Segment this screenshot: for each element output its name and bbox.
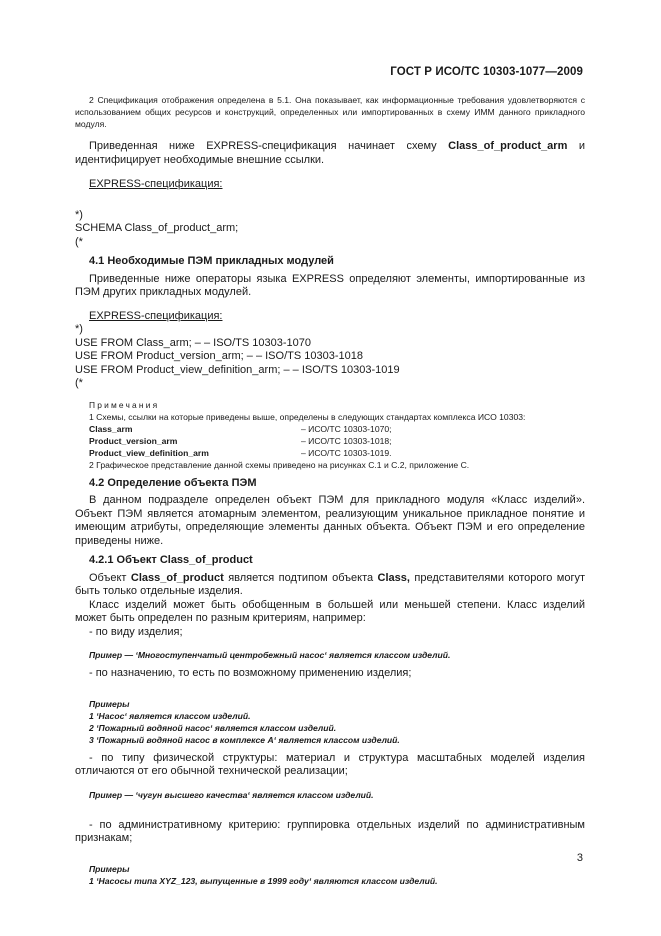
code-close: (* xyxy=(75,235,83,248)
criterion-item: - по виду изделия; xyxy=(89,625,183,638)
express-spec-label-2: EXPRESS-спецификация: xyxy=(89,309,223,322)
page-number: 3 xyxy=(576,852,583,864)
example-line: Пример — ‘Многоступенчатый центробежный насос‘ является классом изделий. xyxy=(89,650,451,660)
ref-row xyxy=(75,435,585,447)
standard-header: ГОСТ Р ИСО/ТС 10303-1077—2009 xyxy=(390,66,583,78)
intro-text: Приведенная ниже EXPRESS-спецификация начинает схему xyxy=(89,140,449,152)
notes-item-2: 2 Графическое представление данной схемы приведено на рисунках С.1 и С.2, приложение С. xyxy=(89,459,470,470)
example-line: 1 ‘Насосы типа XYZ_123, выпущенные в 1999 году‘ являются классом изделий. xyxy=(89,875,438,886)
notes-item-1: 1 Схемы, ссылки на которые приведены выше, определены в следующих стандартах комплекса ИСО 10303: xyxy=(89,411,526,422)
use-from-line: USE FROM Class_arm; – – ISO/TS 10303-1070 xyxy=(75,336,311,349)
section-4-2-1-heading: 4.2.1 Объект Class_of_product xyxy=(89,554,253,566)
page-content xyxy=(75,94,585,887)
ref-standard: – ИСО/ТС 10303-1018; xyxy=(301,435,392,446)
code-open-2: *) xyxy=(75,323,83,335)
intro-paragraph xyxy=(75,140,585,167)
ref-schema-name: Product_version_arm xyxy=(89,435,178,446)
section-4-2-heading: 4.2 Определение объекта ПЭМ xyxy=(89,476,257,489)
example-line: Пример — ‘чугун высшего качества‘ является классом изделий. xyxy=(89,789,374,800)
criterion-item: - по административному критерию: группировка отдельных изделий по административным признакам; xyxy=(75,818,585,844)
section-4-1-heading: 4.1 Необходимые ПЭМ прикладных модулей xyxy=(89,255,334,267)
class-of-product-definition xyxy=(75,572,585,599)
ref-standard: – ИСО/ТС 10303-1070; xyxy=(301,423,392,434)
ref-schema-name: Product_view_definition_arm xyxy=(89,447,209,458)
ref-row xyxy=(75,447,585,459)
criterion-item: - по назначению, то есть по возможному применению изделия; xyxy=(89,667,412,679)
ref-row xyxy=(75,423,585,435)
ref-standard: – ИСО/ТС 10303-1019. xyxy=(301,447,392,458)
note-2-mapping-spec: 2 Спецификация отображения определена в 5.1. Она показывает, как информационные требования удовлетворяются с использованием общих ресурсов и конструкций, определенных или импортированных в схему ИММ данного прикладного модуля. xyxy=(75,95,585,129)
example-line: 2 ‘Пожарный водяной насос‘ является классом изделий. xyxy=(89,722,337,733)
examples-title: Примеры xyxy=(89,863,130,874)
definition-text: является подтипом объекта xyxy=(223,571,378,584)
section-4-2-text: В данном подразделе определен объект ПЭМ для прикладного модуля «Класс изделий». Объект ПЭМ является атомарным элементом, реализующим уникальное прикладное понятие и имеющим атрибуты, определяющие элементы данных объекта. Объект ПЭМ и его определение приведены ниже. xyxy=(75,494,585,547)
express-spec-label: EXPRESS-спецификация: xyxy=(89,178,223,190)
definition-text: представителями которого могут быть только отдельные изделия. xyxy=(75,571,586,597)
use-from-line: USE FROM Product_view_definition_arm; – – ISO/TS 10303-1019 xyxy=(75,363,400,376)
schema-declaration: SCHEMA Class_of_product_arm; xyxy=(75,222,239,234)
code-close-2: (* xyxy=(75,377,83,389)
use-from-line: USE FROM Product_version_arm; – – ISO/TS 10303-1018 xyxy=(75,350,363,362)
example-line: 3 ‘Пожарный водяной насос в комплексе А‘ является классом изделий. xyxy=(89,734,400,745)
definition-text: Объект xyxy=(89,571,131,584)
section-4-1-text: Приведенные ниже операторы языка EXPRESS определяют элементы, импортированные из ПЭМ других прикладных модулей. xyxy=(75,272,585,298)
notes-title: Примечания xyxy=(89,399,160,410)
intro-text-end: и идентифицирует необходимые внешние ссылки. xyxy=(75,140,586,166)
entity-name: Class_of_product xyxy=(130,571,224,584)
supertype-name: Class, xyxy=(377,571,410,584)
examples-title: Примеры xyxy=(89,698,130,709)
generalization-paragraph: Класс изделий может быть обобщенным в большей или меньшей степени. Класс изделий может быть определен по разным критериям, например: xyxy=(75,598,585,624)
example-line: 1 ‘Насос‘ является классом изделий. xyxy=(89,710,251,721)
ref-schema-name: Class_arm xyxy=(89,423,133,434)
code-open: *) xyxy=(75,208,83,221)
schema-name: Class_of_product_arm xyxy=(448,140,568,152)
criterion-item: - по типу физической структуры: материал и структура масштабных моделей изделия отличаются от его обычной технической реализации; xyxy=(75,751,585,777)
